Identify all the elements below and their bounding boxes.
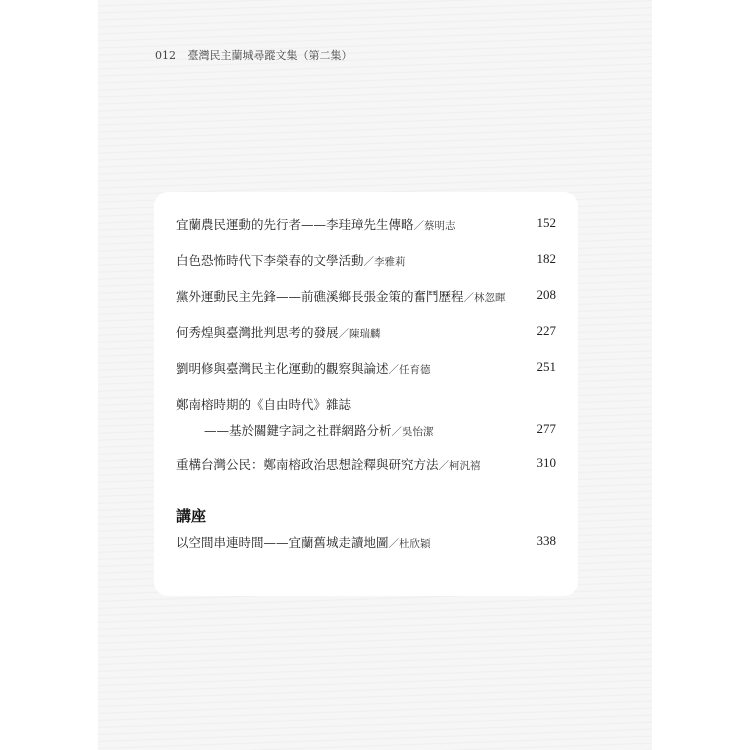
entry-title: 劉明修與臺灣民主化運動的觀察與論述 xyxy=(176,361,389,376)
toc-entry[interactable] xyxy=(176,359,556,377)
entry-page-number: 152 xyxy=(536,215,556,230)
toc-entry[interactable] xyxy=(176,533,556,551)
entry-subtitle: ——基於關鍵字詞之社群網路分析 xyxy=(204,423,392,438)
entry-page-number: 251 xyxy=(536,359,556,374)
entry-author: ／李雅莉 xyxy=(363,256,406,268)
toc-entry[interactable] xyxy=(176,395,556,439)
entry-title: 宜蘭農民運動的先行者——李珪璋先生傳略 xyxy=(176,217,414,232)
entry-page-number: 227 xyxy=(536,323,556,338)
entry-title: 重構台灣公民：鄭南榕政治思想詮釋與研究方法 xyxy=(176,457,439,472)
running-header xyxy=(155,47,353,63)
entry-author: ／陳瑞麟 xyxy=(338,328,381,340)
entry-page-number: 338 xyxy=(536,533,556,548)
entry-author: ／任育德 xyxy=(388,364,431,376)
toc-entry[interactable] xyxy=(176,323,556,341)
header-page-number: 012 xyxy=(155,49,176,62)
entry-author: ／吳怡潔 xyxy=(391,426,434,438)
entry-page-number: 310 xyxy=(536,455,556,470)
entry-title: 何秀煌與臺灣批判思考的發展 xyxy=(176,325,339,340)
entry-title: 黨外運動民主先鋒——前礁溪鄉長張金策的奮鬥歷程 xyxy=(176,289,464,304)
entry-page-number: 277 xyxy=(536,421,556,436)
toc-entry[interactable] xyxy=(176,455,556,473)
entry-title: 以空間串連時間——宜蘭舊城走讀地圖 xyxy=(176,535,389,550)
entry-author: ／杜欣穎 xyxy=(388,538,431,550)
entry-author: ／蔡明志 xyxy=(413,220,456,232)
section-heading: 講座 xyxy=(176,507,207,525)
entry-title: 鄭南榕時期的《自由時代》雜誌 xyxy=(176,397,352,412)
entry-title: 白色恐怖時代下李榮春的文學活動 xyxy=(176,253,364,268)
entry-author: ／柯汎禧 xyxy=(438,460,481,472)
toc-entry[interactable] xyxy=(176,251,556,269)
entry-author: ／林忽暉 xyxy=(463,292,506,304)
entry-page-number: 208 xyxy=(536,287,556,302)
entry-page-number: 182 xyxy=(536,251,556,266)
toc-entry[interactable] xyxy=(176,287,556,305)
toc-entry[interactable] xyxy=(176,215,556,233)
header-book-title: 臺灣民主蘭城尋蹤文集（第二集） xyxy=(187,49,353,62)
